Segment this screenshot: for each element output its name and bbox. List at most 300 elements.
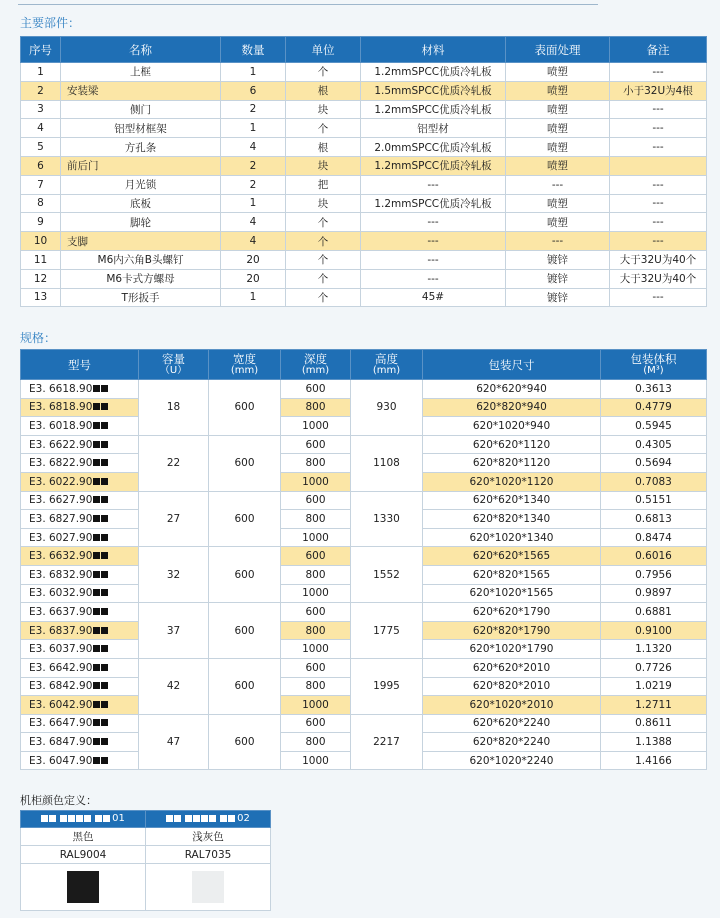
spec-cell-model	[21, 714, 139, 733]
spec-model-text: E3. 6842.90	[29, 680, 93, 693]
parts-table	[20, 36, 707, 307]
parts-cell-finish: ---	[506, 175, 610, 194]
spec-cell-package: 620*1020*2010	[423, 696, 601, 715]
parts-cell-name: 脚轮	[61, 213, 221, 232]
parts-cell-material: ---	[361, 250, 506, 269]
spec-cell-depth: 1000	[281, 417, 351, 436]
parts-cell-note: ---	[610, 194, 707, 213]
parts-cell-finish: 喷塑	[506, 138, 610, 157]
spec-cell-model	[21, 380, 139, 399]
spec-row	[21, 547, 707, 566]
spec-cell-volume: 1.1320	[601, 640, 707, 659]
spec-cell-model	[21, 733, 139, 752]
placeholder-square-icon	[101, 422, 108, 429]
placeholder-square-icon	[93, 682, 100, 689]
parts-cell-unit: 个	[286, 213, 361, 232]
spec-cell-height: 930	[351, 380, 423, 436]
specs-section-title: 规格：	[20, 331, 57, 345]
parts-cell-note: ---	[610, 63, 707, 82]
top-rule	[18, 4, 598, 5]
spec-cell-depth: 600	[281, 380, 351, 399]
spec-cell-width: 600	[209, 547, 281, 603]
placeholder-square-icon	[101, 441, 108, 448]
spec-cell-capacity: 22	[139, 435, 209, 491]
spec-cell-volume: 1.1388	[601, 733, 707, 752]
spec-cell-depth: 1000	[281, 696, 351, 715]
spec-cell-package: 620*820*1120	[423, 454, 601, 473]
placeholder-square-icon	[101, 589, 108, 596]
spec-cell-depth: 600	[281, 714, 351, 733]
color-name-black: 黑色	[21, 828, 146, 846]
parts-row	[21, 269, 707, 288]
parts-cell-qty: 20	[221, 269, 286, 288]
spec-row	[21, 714, 707, 733]
placeholder-square-icon	[101, 571, 108, 578]
spec-header-volume: 包装体积 (M³)	[601, 350, 707, 380]
parts-row	[21, 81, 707, 100]
parts-cell-qty: 1	[221, 194, 286, 213]
placeholder-square-icon	[93, 757, 100, 764]
color-ral-row	[21, 846, 271, 864]
parts-cell-unit: 个	[286, 250, 361, 269]
spec-header-depth: 深度 (mm)	[281, 350, 351, 380]
parts-cell-no: 6	[21, 156, 61, 175]
placeholder-square-icon	[93, 627, 100, 634]
parts-cell-name: 铝型材框架	[61, 119, 221, 138]
spec-cell-model	[21, 472, 139, 491]
spec-cell-volume: 1.0219	[601, 677, 707, 696]
parts-row	[21, 232, 707, 251]
spec-cell-package: 620*820*1565	[423, 565, 601, 584]
parts-cell-note: ---	[610, 138, 707, 157]
spec-cell-package: 620*620*1565	[423, 547, 601, 566]
spec-cell-depth: 800	[281, 621, 351, 640]
parts-cell-qty: 4	[221, 138, 286, 157]
spec-cell-depth: 1000	[281, 472, 351, 491]
placeholder-square-icon	[101, 385, 108, 392]
spec-cell-depth: 800	[281, 454, 351, 473]
parts-cell-no: 13	[21, 288, 61, 307]
spec-cell-width: 600	[209, 603, 281, 659]
parts-cell-note: ---	[610, 232, 707, 251]
parts-cell-no: 5	[21, 138, 61, 157]
spec-cell-volume: 0.7083	[601, 472, 707, 491]
spec-model-text: E3. 6818.90	[29, 401, 93, 414]
parts-cell-qty: 20	[221, 250, 286, 269]
parts-cell-qty: 2	[221, 175, 286, 194]
parts-cell-qty: 6	[221, 81, 286, 100]
placeholder-square-icon	[101, 719, 108, 726]
spec-header-width: 宽度 (mm)	[209, 350, 281, 380]
spec-cell-depth: 800	[281, 398, 351, 417]
placeholder-square-icon	[93, 589, 100, 596]
parts-cell-unit: 个	[286, 269, 361, 288]
spec-cell-height: 2217	[351, 714, 423, 770]
parts-cell-note: 小于32U为4根	[610, 81, 707, 100]
parts-cell-name: 上框	[61, 63, 221, 82]
spec-cell-volume: 0.8474	[601, 528, 707, 547]
parts-cell-material: 1.2mmSPCC优质冷轧板	[361, 100, 506, 119]
spec-header-height: 高度 (mm)	[351, 350, 423, 380]
placeholder-square-icon	[93, 496, 100, 503]
parts-cell-qty: 4	[221, 213, 286, 232]
placeholder-square-icon	[101, 552, 108, 559]
spec-cell-model	[21, 696, 139, 715]
spec-cell-package: 620*620*1340	[423, 491, 601, 510]
parts-cell-qty: 1	[221, 119, 286, 138]
spec-cell-model	[21, 528, 139, 547]
placeholder-square-icon	[101, 459, 108, 466]
spec-cell-volume: 0.4305	[601, 435, 707, 454]
parts-cell-note: ---	[610, 288, 707, 307]
spec-header-package: 包装尺寸	[423, 350, 601, 380]
spec-cell-height: 1995	[351, 658, 423, 714]
spec-cell-capacity: 32	[139, 547, 209, 603]
parts-cell-unit: 块	[286, 100, 361, 119]
spec-cell-depth: 1000	[281, 528, 351, 547]
spec-model-text: E3. 6832.90	[29, 568, 93, 581]
parts-row	[21, 119, 707, 138]
spec-header-model: 型号	[21, 350, 139, 380]
spec-cell-width: 600	[209, 380, 281, 436]
parts-cell-finish: 喷塑	[506, 63, 610, 82]
parts-cell-no: 7	[21, 175, 61, 194]
placeholder-square-icon	[101, 515, 108, 522]
spec-cell-depth: 1000	[281, 751, 351, 770]
spec-cell-depth: 800	[281, 733, 351, 752]
placeholder-square-icon	[101, 645, 108, 652]
header-no: 序号	[21, 37, 61, 63]
parts-cell-name: 底板	[61, 194, 221, 213]
parts-cell-unit: 个	[286, 119, 361, 138]
spec-cell-depth: 600	[281, 547, 351, 566]
parts-cell-unit: 个	[286, 232, 361, 251]
spec-model-text: E3. 6618.90	[29, 382, 93, 395]
parts-cell-note: 大于32U为40个	[610, 269, 707, 288]
color-code-black: 01	[21, 811, 146, 828]
parts-cell-finish: 喷塑	[506, 213, 610, 232]
spec-cell-height: 1552	[351, 547, 423, 603]
spec-cell-package: 620*820*1340	[423, 510, 601, 529]
spec-cell-volume: 0.7956	[601, 565, 707, 584]
color-swatch-lightgray	[192, 871, 224, 903]
color-swatch-cell-black	[21, 864, 146, 911]
parts-cell-name: 月光锁	[61, 175, 221, 194]
spec-model-text: E3. 6647.90	[29, 717, 93, 730]
parts-cell-qty: 2	[221, 100, 286, 119]
spec-cell-package: 620*1020*1565	[423, 584, 601, 603]
parts-cell-material: ---	[361, 232, 506, 251]
spec-cell-package: 620*820*940	[423, 398, 601, 417]
spec-cell-model	[21, 584, 139, 603]
spec-row	[21, 603, 707, 622]
parts-cell-note: ---	[610, 100, 707, 119]
parts-cell-finish: 镀锌	[506, 288, 610, 307]
spec-cell-package: 620*620*940	[423, 380, 601, 399]
spec-model-text: E3. 6018.90	[29, 419, 93, 432]
spec-table	[20, 349, 707, 770]
placeholder-square-icon	[101, 403, 108, 410]
spec-cell-volume: 0.9100	[601, 621, 707, 640]
parts-cell-unit: 把	[286, 175, 361, 194]
spec-cell-capacity: 47	[139, 714, 209, 770]
parts-row	[21, 250, 707, 269]
spec-cell-volume: 0.3613	[601, 380, 707, 399]
spec-cell-volume: 0.6813	[601, 510, 707, 529]
parts-cell-name: 前后门	[61, 156, 221, 175]
spec-header-row	[21, 350, 707, 380]
spec-cell-capacity: 18	[139, 380, 209, 436]
parts-cell-material: 1.2mmSPCC优质冷轧板	[361, 156, 506, 175]
spec-cell-model	[21, 751, 139, 770]
spec-cell-depth: 600	[281, 603, 351, 622]
placeholder-square-icon	[101, 757, 108, 764]
parts-row	[21, 175, 707, 194]
spec-cell-volume: 0.6016	[601, 547, 707, 566]
spec-model-text: E3. 6642.90	[29, 661, 93, 674]
parts-row	[21, 63, 707, 82]
spec-cell-depth: 800	[281, 510, 351, 529]
spec-cell-package: 620*620*2240	[423, 714, 601, 733]
parts-cell-material: ---	[361, 175, 506, 194]
spec-cell-model	[21, 491, 139, 510]
spec-cell-depth: 800	[281, 565, 351, 584]
parts-cell-name: M6内六角B头螺钉	[61, 250, 221, 269]
spec-row	[21, 380, 707, 399]
placeholder-square-icon	[93, 719, 100, 726]
spec-model-text: E3. 6032.90	[29, 587, 93, 600]
parts-cell-finish: 喷塑	[506, 194, 610, 213]
color-table	[20, 810, 271, 911]
spec-model-text: E3. 6632.90	[29, 550, 93, 563]
parts-cell-qty: 4	[221, 232, 286, 251]
spec-cell-volume: 0.9897	[601, 584, 707, 603]
spec-cell-depth: 600	[281, 658, 351, 677]
spec-cell-package: 620*820*2010	[423, 677, 601, 696]
placeholder-square-icon	[101, 534, 108, 541]
spec-cell-volume: 0.6881	[601, 603, 707, 622]
spec-cell-capacity: 42	[139, 658, 209, 714]
parts-row	[21, 194, 707, 213]
spec-cell-volume: 0.5945	[601, 417, 707, 436]
color-name-row	[21, 828, 271, 846]
spec-model-text: E3. 6637.90	[29, 605, 93, 618]
parts-cell-no: 10	[21, 232, 61, 251]
colors-section-title: 机柜颜色定义：	[20, 794, 97, 807]
parts-cell-note: ---	[610, 213, 707, 232]
spec-cell-model	[21, 510, 139, 529]
parts-cell-finish: ---	[506, 232, 610, 251]
header-finish: 表面处理	[506, 37, 610, 63]
spec-cell-package: 620*620*1120	[423, 435, 601, 454]
spec-cell-volume: 1.2711	[601, 696, 707, 715]
parts-cell-name: 侧门	[61, 100, 221, 119]
placeholder-square-icon	[93, 515, 100, 522]
parts-cell-no: 11	[21, 250, 61, 269]
spec-header-capacity: 容量 （U）	[139, 350, 209, 380]
parts-cell-note: ---	[610, 175, 707, 194]
parts-cell-unit: 个	[286, 63, 361, 82]
parts-cell-unit: 根	[286, 81, 361, 100]
parts-cell-qty: 2	[221, 156, 286, 175]
spec-cell-model	[21, 398, 139, 417]
spec-cell-capacity: 37	[139, 603, 209, 659]
parts-cell-name: T形扳手	[61, 288, 221, 307]
spec-cell-volume: 0.5694	[601, 454, 707, 473]
spec-cell-package: 620*1020*1790	[423, 640, 601, 659]
spec-model-text: E3. 6042.90	[29, 698, 93, 711]
placeholder-square-icon	[93, 645, 100, 652]
spec-cell-model	[21, 677, 139, 696]
spec-model-text: E3. 6847.90	[29, 736, 93, 749]
spec-cell-package: 620*1020*940	[423, 417, 601, 436]
placeholder-square-icon	[93, 403, 100, 410]
color-swatch-row	[21, 864, 271, 911]
spec-cell-package: 620*820*2240	[423, 733, 601, 752]
parts-cell-material: 2.0mmSPCC优质冷轧板	[361, 138, 506, 157]
spec-cell-depth: 1000	[281, 640, 351, 659]
parts-section-title: 主要部件：	[20, 16, 81, 30]
spec-cell-volume: 1.4166	[601, 751, 707, 770]
spec-cell-model	[21, 621, 139, 640]
spec-row	[21, 435, 707, 454]
spec-model-text: E3. 6027.90	[29, 531, 93, 544]
color-ral-lightgray: RAL7035	[146, 846, 271, 864]
color-swatch-cell-lightgray	[146, 864, 271, 911]
spec-cell-model	[21, 417, 139, 436]
placeholder-square-icon	[93, 422, 100, 429]
parts-cell-no: 8	[21, 194, 61, 213]
placeholder-square-icon	[93, 552, 100, 559]
parts-cell-finish: 喷塑	[506, 156, 610, 175]
spec-cell-height: 1775	[351, 603, 423, 659]
spec-cell-model	[21, 640, 139, 659]
spec-cell-volume: 0.5151	[601, 491, 707, 510]
placeholder-square-icon	[93, 664, 100, 671]
placeholder-square-icon	[93, 608, 100, 615]
color-ral-black: RAL9004	[21, 846, 146, 864]
spec-cell-height: 1330	[351, 491, 423, 547]
placeholder-square-icon	[101, 608, 108, 615]
color-code-lightgray: 02	[146, 811, 271, 828]
spec-cell-package: 620*620*1790	[423, 603, 601, 622]
spec-cell-width: 600	[209, 435, 281, 491]
spec-model-text: E3. 6037.90	[29, 643, 93, 656]
spec-model-text: E3. 6827.90	[29, 512, 93, 525]
spec-cell-volume: 0.4779	[601, 398, 707, 417]
spec-cell-height: 1108	[351, 435, 423, 491]
placeholder-square-icon	[93, 459, 100, 466]
spec-row	[21, 658, 707, 677]
parts-cell-no: 1	[21, 63, 61, 82]
parts-cell-finish: 镀锌	[506, 250, 610, 269]
spec-cell-depth: 600	[281, 435, 351, 454]
parts-cell-material: 铝型材	[361, 119, 506, 138]
spec-cell-package: 620*820*1790	[423, 621, 601, 640]
spec-model-text: E3. 6047.90	[29, 754, 93, 767]
parts-cell-material: 1.5mmSPCC优质冷轧板	[361, 81, 506, 100]
spec-model-text: E3. 6622.90	[29, 438, 93, 451]
header-qty: 数量	[221, 37, 286, 63]
parts-row	[21, 288, 707, 307]
parts-cell-qty: 1	[221, 63, 286, 82]
spec-cell-package: 620*1020*2240	[423, 751, 601, 770]
spec-cell-width: 600	[209, 491, 281, 547]
parts-cell-no: 3	[21, 100, 61, 119]
color-name-lightgray: 浅灰色	[146, 828, 271, 846]
spec-model-text: E3. 6022.90	[29, 475, 93, 488]
placeholder-square-icon	[101, 682, 108, 689]
spec-cell-capacity: 27	[139, 491, 209, 547]
parts-cell-no: 12	[21, 269, 61, 288]
parts-header-row	[21, 37, 707, 63]
parts-cell-name: 方孔条	[61, 138, 221, 157]
placeholder-square-icon	[93, 441, 100, 448]
spec-cell-model	[21, 547, 139, 566]
spec-cell-depth: 800	[281, 677, 351, 696]
spec-cell-package: 620*620*2010	[423, 658, 601, 677]
spec-cell-width: 600	[209, 714, 281, 770]
parts-cell-note: ---	[610, 119, 707, 138]
parts-cell-material: 1.2mmSPCC优质冷轧板	[361, 63, 506, 82]
spec-cell-model	[21, 454, 139, 473]
parts-row	[21, 213, 707, 232]
placeholder-square-icon	[101, 701, 108, 708]
parts-cell-unit: 块	[286, 156, 361, 175]
color-swatch-black	[67, 871, 99, 903]
parts-cell-qty: 1	[221, 288, 286, 307]
parts-cell-unit: 个	[286, 288, 361, 307]
parts-cell-name: 支脚	[61, 232, 221, 251]
spec-model-text: E3. 6837.90	[29, 624, 93, 637]
header-unit: 单位	[286, 37, 361, 63]
spec-row	[21, 491, 707, 510]
spec-cell-volume: 0.7726	[601, 658, 707, 677]
header-material: 材料	[361, 37, 506, 63]
parts-cell-material: 1.2mmSPCC优质冷轧板	[361, 194, 506, 213]
parts-cell-no: 4	[21, 119, 61, 138]
placeholder-square-icon	[101, 664, 108, 671]
placeholder-square-icon	[101, 496, 108, 503]
parts-row	[21, 100, 707, 119]
spec-cell-package: 620*1020*1120	[423, 472, 601, 491]
spec-cell-depth: 1000	[281, 584, 351, 603]
parts-row	[21, 138, 707, 157]
spec-cell-model	[21, 603, 139, 622]
placeholder-square-icon	[93, 534, 100, 541]
spec-model-text: E3. 6822.90	[29, 457, 93, 470]
placeholder-square-icon	[93, 478, 100, 485]
placeholder-square-icon	[101, 478, 108, 485]
spec-cell-volume: 0.8611	[601, 714, 707, 733]
parts-cell-no: 2	[21, 81, 61, 100]
header-name: 名称	[61, 37, 221, 63]
placeholder-square-icon	[93, 701, 100, 708]
parts-cell-finish: 喷塑	[506, 100, 610, 119]
parts-cell-unit: 根	[286, 138, 361, 157]
parts-cell-unit: 块	[286, 194, 361, 213]
spec-cell-model	[21, 658, 139, 677]
parts-cell-finish: 喷塑	[506, 119, 610, 138]
parts-cell-material: ---	[361, 269, 506, 288]
spec-cell-model	[21, 435, 139, 454]
parts-cell-note: 大于32U为40个	[610, 250, 707, 269]
spec-cell-model	[21, 565, 139, 584]
parts-row	[21, 156, 707, 175]
placeholder-square-icon	[101, 627, 108, 634]
parts-cell-finish: 喷塑	[506, 81, 610, 100]
spec-cell-width: 600	[209, 658, 281, 714]
